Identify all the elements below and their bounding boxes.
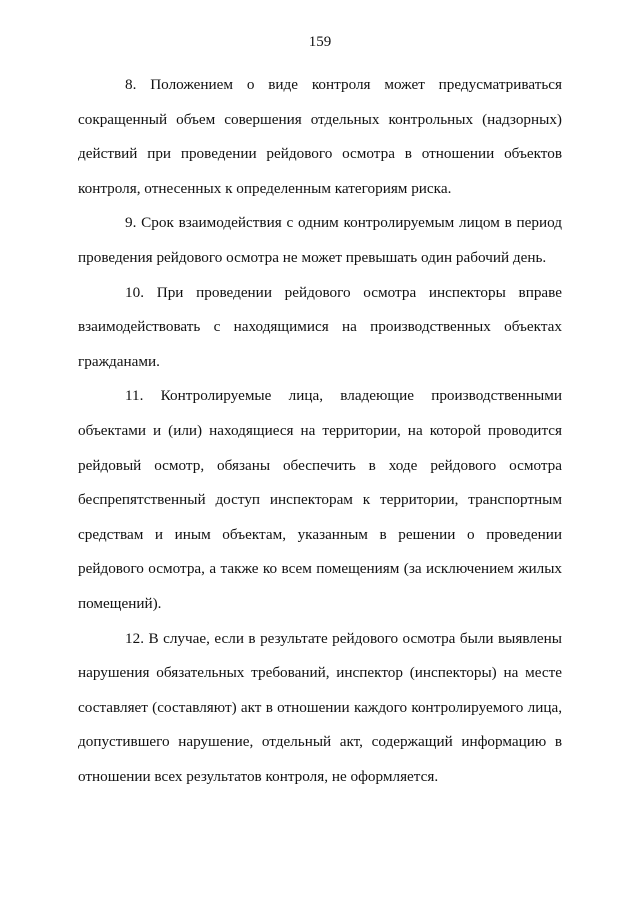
page-number: 159 bbox=[308, 34, 332, 50]
paragraph-11: 11. Контролируемые лица, владеющие производственными объектами и (или) находящиеся на территории, на которой проводится рейдовый осмотр, обязаны обеспечить в ходе рейдового осмотра беспрепятственный доступ инспекторам к территории, транспортным средствам и иным объектам, указанным в решении о проведении рейдового осмотра, а также ко всем помещениям (за исключением жилых помещений). bbox=[78, 387, 562, 612]
paragraph-9: 9. Срок взаимодействия с одним контролируемым лицом в период проведения рейдового осмотра не может превышать один рабочий день. bbox=[78, 214, 562, 266]
paragraph-8: 8. Положением о виде контроля может предусматриваться сокращенный объем совершения отдельных контрольных (надзорных) действий при проведении рейдового осмотра в отношении объектов контроля, отнесенных к определенным категориям риска. bbox=[78, 76, 562, 197]
paragraph-12: 12. В случае, если в результате рейдового осмотра были выявлены нарушения обязательных требований, инспектор (инспекторы) на месте составляет (составляют) акт в отношении каждого контролируемого лица, допустившего нарушение, отдельный акт, содержащий информацию в отношении всех результатов контроля, не оформляется. bbox=[78, 629, 562, 785]
paragraph-10: 10. При проведении рейдового осмотра инспекторы вправе взаимодействовать с находящимися на производственных объектах гражданами. bbox=[78, 283, 562, 370]
document-body bbox=[78, 68, 562, 794]
